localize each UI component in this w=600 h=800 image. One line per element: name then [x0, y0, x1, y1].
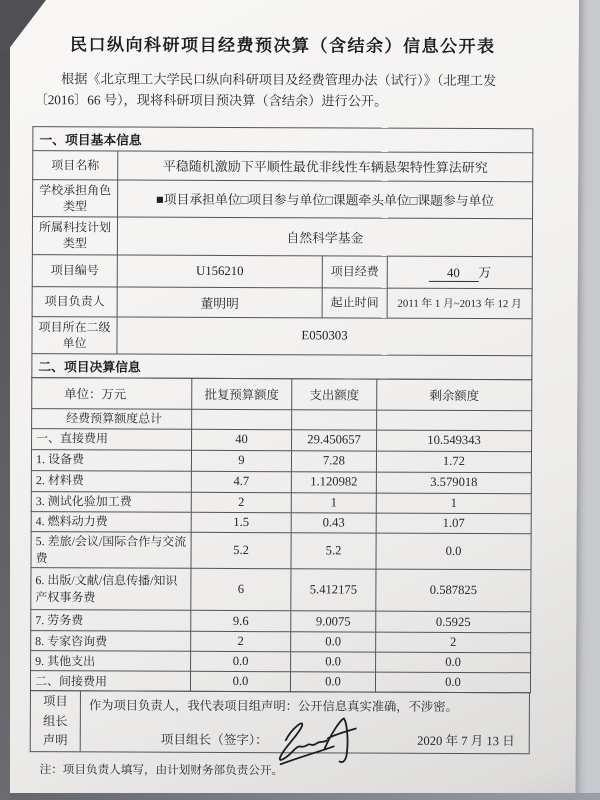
budget-cell: 0.0 [375, 673, 530, 694]
funding-amount: 40 [428, 266, 478, 282]
budget-cell: 0.0 [376, 533, 531, 570]
table-row [33, 150, 533, 181]
funding-unit: 万 [478, 266, 492, 281]
page-title: 民口纵向科研项目经费预决算（含结余）信息公开表 [69, 35, 496, 57]
photo-bottom-edge [0, 793, 600, 800]
budget-cell: 9.0075 [291, 611, 376, 632]
budget-row-label: 5. 差旅/会议/国际合作与交流费 [31, 531, 191, 568]
basic-info-table [31, 126, 533, 380]
table-row [31, 491, 531, 513]
budget-cell: 0.0 [190, 672, 290, 692]
table-row [32, 254, 532, 288]
sign-here-label: 项目组长（签字）： [160, 732, 268, 748]
statement-body [81, 692, 529, 754]
table-row [32, 217, 532, 257]
intro-paragraph: 根据《北京理工大学民口纵向科研项目及经费管理办法（试行）》（北理工发〔2016〕66 号），现将科研项目预决算（含结余）进行公开。 [34, 71, 497, 110]
column-header-spent: 支出额度 [292, 379, 377, 410]
project-name-value: 平稳随机激励下平顺性最优非线性车辆悬架特性算法研究 [118, 151, 533, 182]
budget-cell: 29.450657 [292, 430, 377, 451]
table-row [31, 531, 531, 570]
project-code-label: 项目编号 [32, 254, 117, 286]
budget-cell: 9.6 [191, 611, 291, 632]
budget-cell: 0.0 [291, 632, 376, 652]
photo-left-edge [0, 0, 10, 800]
table-row [31, 631, 531, 653]
column-header-unit: 单位：万元 [32, 377, 192, 409]
budget-cell: 1.07 [376, 513, 531, 534]
budget-row-label: 6. 出版/文献/信息传播/知识产权事务费 [31, 568, 191, 611]
section-title-budget-info: 二、项目决算信息 [32, 353, 532, 379]
budget-cell: 2 [376, 633, 531, 654]
budget-cell: 0.43 [291, 513, 376, 533]
budget-cell: 2 [191, 632, 291, 652]
declaration-text: 作为项目负责人，我代表项目组声明：公开信息真实准确，不涉密。 [88, 698, 458, 715]
leader-value: 董明明 [117, 286, 322, 317]
duration-value: 2011 年 1 月~2013 年 12 月 [387, 288, 532, 319]
paper-sheet [6, 0, 579, 798]
budget-cell: 4.7 [191, 471, 291, 492]
budget-cell: 0.0 [191, 652, 291, 672]
footnote: 注：项目负责人填写，由计划财务部负责公开。 [39, 763, 284, 778]
budget-cell: 3.579018 [376, 472, 531, 494]
budget-row-label: 8. 专家咨询费 [31, 631, 191, 652]
budget-table [30, 377, 532, 694]
budget-cell: 5.2 [191, 532, 291, 569]
budget-row-label: 1. 设备费 [31, 449, 191, 471]
budget-row-label: 4. 燃料动力费 [31, 511, 191, 532]
budget-cell: 0.0 [290, 672, 375, 692]
table-row [31, 568, 531, 612]
budget-row-label: 经费预算额度总计 [32, 408, 192, 429]
document-content [6, 0, 535, 780]
funding-value [387, 256, 532, 289]
leader-statement-section [30, 691, 530, 755]
budget-row-label: 7. 劳务费 [31, 610, 191, 632]
unit-value: E050303 [117, 316, 532, 355]
signature-date: 2020 年 7 月 13 日 [417, 733, 515, 749]
statement-label-cell [31, 692, 81, 752]
table-row [32, 286, 532, 318]
table-row [31, 449, 531, 472]
budget-row-label: 3. 测试化验加工费 [31, 491, 191, 512]
table-row [33, 179, 533, 219]
signature-scribble-icon [272, 724, 368, 754]
budget-cell: 1.5 [191, 512, 291, 532]
column-header-approved: 批复预算额度 [192, 378, 292, 409]
budget-cell [377, 410, 532, 431]
table-row [32, 428, 532, 451]
section-header-row [33, 126, 533, 152]
budget-cell: 1 [291, 493, 376, 513]
table-row [31, 511, 531, 533]
budget-header-row [32, 377, 532, 410]
budget-cell: 0.0 [291, 652, 376, 672]
budget-cell: 10.549343 [377, 430, 532, 452]
duration-label: 起止时间 [322, 287, 387, 317]
section-header-row [32, 353, 532, 379]
project-code-value: U156210 [117, 254, 322, 287]
budget-cell: 40 [192, 429, 292, 450]
table-row [31, 610, 531, 633]
project-name-label: 项目名称 [33, 150, 118, 179]
budget-cell: 2 [191, 492, 291, 512]
signature-row [89, 723, 521, 755]
budget-cell: 7.28 [291, 451, 376, 472]
budget-cell: 1.120982 [291, 472, 376, 493]
budget-row-label: 二、间接费用 [30, 671, 190, 692]
table-row [32, 408, 532, 430]
plan-type-label: 所属科技计划类型 [32, 217, 117, 255]
role-type-checkboxes: ■项目承担单位□项目参与单位□课题牵头单位□课题参与单位 [118, 180, 533, 219]
budget-cell [192, 409, 292, 429]
budget-cell [292, 410, 377, 430]
budget-cell: 9 [191, 450, 291, 471]
table-row [31, 651, 531, 673]
section-title-basic-info: 一、项目基本信息 [33, 126, 533, 152]
column-header-remaining: 剩余额度 [377, 379, 532, 411]
role-type-label: 学校承担角色类型 [33, 179, 118, 217]
budget-row-label: 2. 材料费 [31, 470, 191, 492]
budget-row-label: 9. 其他支出 [31, 651, 191, 672]
plan-type-value: 自然科学基金 [117, 217, 532, 256]
budget-cell: 6 [191, 569, 291, 611]
budget-cell: 1.72 [376, 451, 531, 473]
unit-label: 项目所在二级单位 [32, 316, 117, 354]
budget-row-label: 一、直接费用 [32, 428, 192, 450]
budget-cell: 0.0 [376, 653, 531, 674]
budget-cell: 5.2 [291, 533, 376, 570]
budget-cell: 5.412175 [291, 569, 376, 611]
table-row [31, 470, 531, 493]
funding-label: 项目经费 [322, 255, 387, 287]
budget-cell: 1 [376, 493, 531, 514]
statement-label: 项目组长声明 [42, 694, 68, 748]
leader-label: 项目负责人 [32, 286, 117, 316]
table-row [32, 316, 532, 356]
budget-cell: 0.587825 [376, 570, 531, 613]
budget-cell: 0.5925 [376, 612, 531, 634]
